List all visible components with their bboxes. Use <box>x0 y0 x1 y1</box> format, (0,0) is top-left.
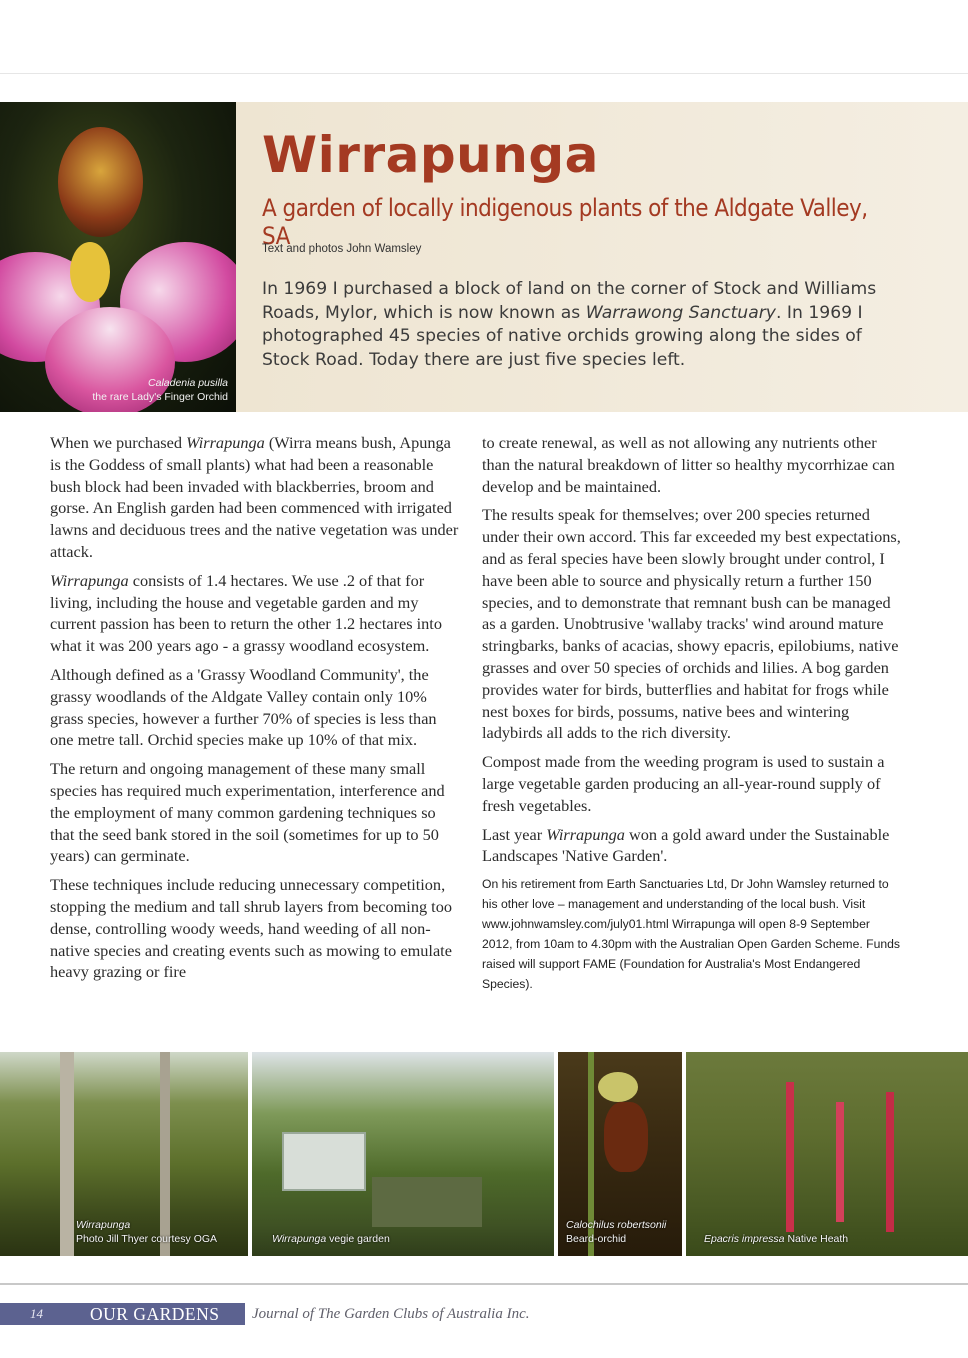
body-paragraph-9 <box>482 824 902 868</box>
body-paragraph-4: The return and ongoing management of these many small species has required much experimentation, interference and the employment of many common gardening techniques so that the seed bank stored in the soil (sometimes for up to 50 years) can germinate. <box>50 759 445 866</box>
byline: Text and photos John Wamsley <box>262 243 422 255</box>
top-rule <box>0 73 968 74</box>
photo-bush-caption-emph: Wirrapunga <box>76 1219 131 1231</box>
photo-orchid-caption <box>566 1218 666 1246</box>
body-paragraph-7: The results speak for themselves; over 200 species returned under their own accord. This far exceeded my best expectations, and as feral species have been slowly brought under control, I have been able to source and physically return a further 150 species, and to demonstrate that remnant bush can be managed as a garden. Unobtrusive 'wallaby tracks' wind around mature stringbarks, banks of acacias, showy epacris, epilobiums, native grasses and over 50 species of orchids and lilies. A bog garden provides water for birds, butterflies and habitat for frogs while nest boxes for birds, possums, native bees and wintering ladybirds all adds to the rich diversity. <box>482 505 901 743</box>
photo-heath-caption <box>704 1232 848 1246</box>
article-subtitle: A garden of locally indigenous plants of the Aldgate Valley, SA <box>262 194 868 250</box>
intro-text-a: In 1969 I purchased a block of land on the corner of Stock and Williams Roads, Mylor, which is now known as <box>262 279 877 323</box>
p9-emphasis: Wirrapunga <box>546 824 625 844</box>
p2-emphasis: Wirrapunga <box>50 570 129 590</box>
photo-vegie-caption-emph: Wirrapunga <box>272 1233 327 1245</box>
p2-text-b: consists of 1.4 hectares. We use .2 of that for living, including the house and vegetable garden and my current passion has been to return the other 1.2 hectares into what it was 200 years ago - a grassy woodland ecosystem. <box>50 570 442 656</box>
body-paragraph-8: Compost made from the weeding program is used to sustain a large vegetable garden producing an all-year-round supply of fresh vegetables. <box>482 752 885 815</box>
hero-caption-species: Caladenia pusilla <box>148 377 228 389</box>
photo-orchid-caption-text: Beard-orchid <box>566 1233 627 1245</box>
intro-emphasis: Warrawong Sanctuary <box>585 302 776 323</box>
p9-text-b: won a gold award under the Sustainable Landscapes 'Native Garden'. <box>482 824 890 866</box>
photo-native-heath <box>686 1052 968 1256</box>
journal-title: Journal of The Garden Clubs of Australia Inc. <box>252 1306 530 1322</box>
footer-color-block <box>0 1303 245 1325</box>
photo-bush-caption-text: Photo Jill Thyer courtesy OGA <box>76 1233 218 1245</box>
photo-vegie-caption-text: vegie garden <box>326 1233 390 1245</box>
p1-text-b: (Wirra means bush, Apunga is the Goddess of small plants) what had been a reasonable bush block had been invaded with blackberries, broom and gorse. An English garden had been commenced with irrigated lawns and deciduous trees and the native vegetation was under attack. <box>50 433 459 561</box>
magazine-title: OUR GARDENS <box>90 1304 220 1324</box>
hero-photo-caption <box>92 376 228 404</box>
photo-heath-caption-text: Native Heath <box>784 1233 849 1245</box>
p1-emphasis: Wirrapunga <box>186 433 265 452</box>
photo-beard-orchid <box>558 1052 682 1256</box>
body-paragraph-3: Although defined as a 'Grassy Woodland Community', the grassy woodlands of the Aldgate Valley contain only 10% grass species, however a further 70% of species is less than one metre tall. Orchid species make up 10% of that mix. <box>50 664 437 750</box>
body-paragraph-5: These techniques include reducing unnecessary competition, stopping the medium and tall shrub layers from becoming too dense, controlling woody weeds, hand weeding of all non-native species and creating events such as mowing to emulate heavy grazing or fire <box>50 875 452 982</box>
photo-heath-caption-emph: Epacris impressa <box>704 1233 785 1245</box>
photo-vegie-caption <box>272 1232 390 1246</box>
page-footer <box>0 1303 968 1325</box>
photo-orchid-caption-emph: Calochilus robertsonii <box>566 1219 667 1231</box>
photo-bush-caption <box>76 1218 217 1246</box>
photo-vegie-garden <box>252 1052 554 1256</box>
hero-caption-text: the rare Lady's Finger Orchid <box>92 391 228 403</box>
body-paragraph-2 <box>50 570 464 657</box>
body-paragraph-1 <box>50 432 464 563</box>
p1-text-a: When we purchased <box>50 433 187 452</box>
body-paragraph-6: to create renewal, as well as not allowing any nutrients other than the natural breakdown of litter so healthy mycorrhizae can develop and be maintained. <box>482 433 895 496</box>
right-column <box>482 432 902 994</box>
footer-rule <box>0 1283 968 1285</box>
p9-text-a: Last year <box>482 824 547 844</box>
hero-orchid-photo <box>0 102 236 412</box>
author-note: On his retirement from Earth Sanctuaries Ltd, Dr John Wamsley returned to his other love – management and understanding of the local bush. Visit www.johnwamsley.com/july01.html Wirrapunga will open 8-9 September 2012, from 10am to 4.30pm with the Australian Open Garden Scheme. Funds raised will support FAME (Foundation for Australia's Most Endangered Species). <box>482 877 900 992</box>
left-column <box>50 432 464 990</box>
intro-paragraph <box>262 278 902 372</box>
photo-bush <box>0 1052 248 1256</box>
page-number: 14 <box>30 1306 43 1321</box>
intro-text-b: . In 1969 I photographed 45 species of native orchids growing along the sides of Stock Road. Today there are just five species left. <box>262 302 863 370</box>
article-title: Wirrapunga <box>262 126 599 184</box>
